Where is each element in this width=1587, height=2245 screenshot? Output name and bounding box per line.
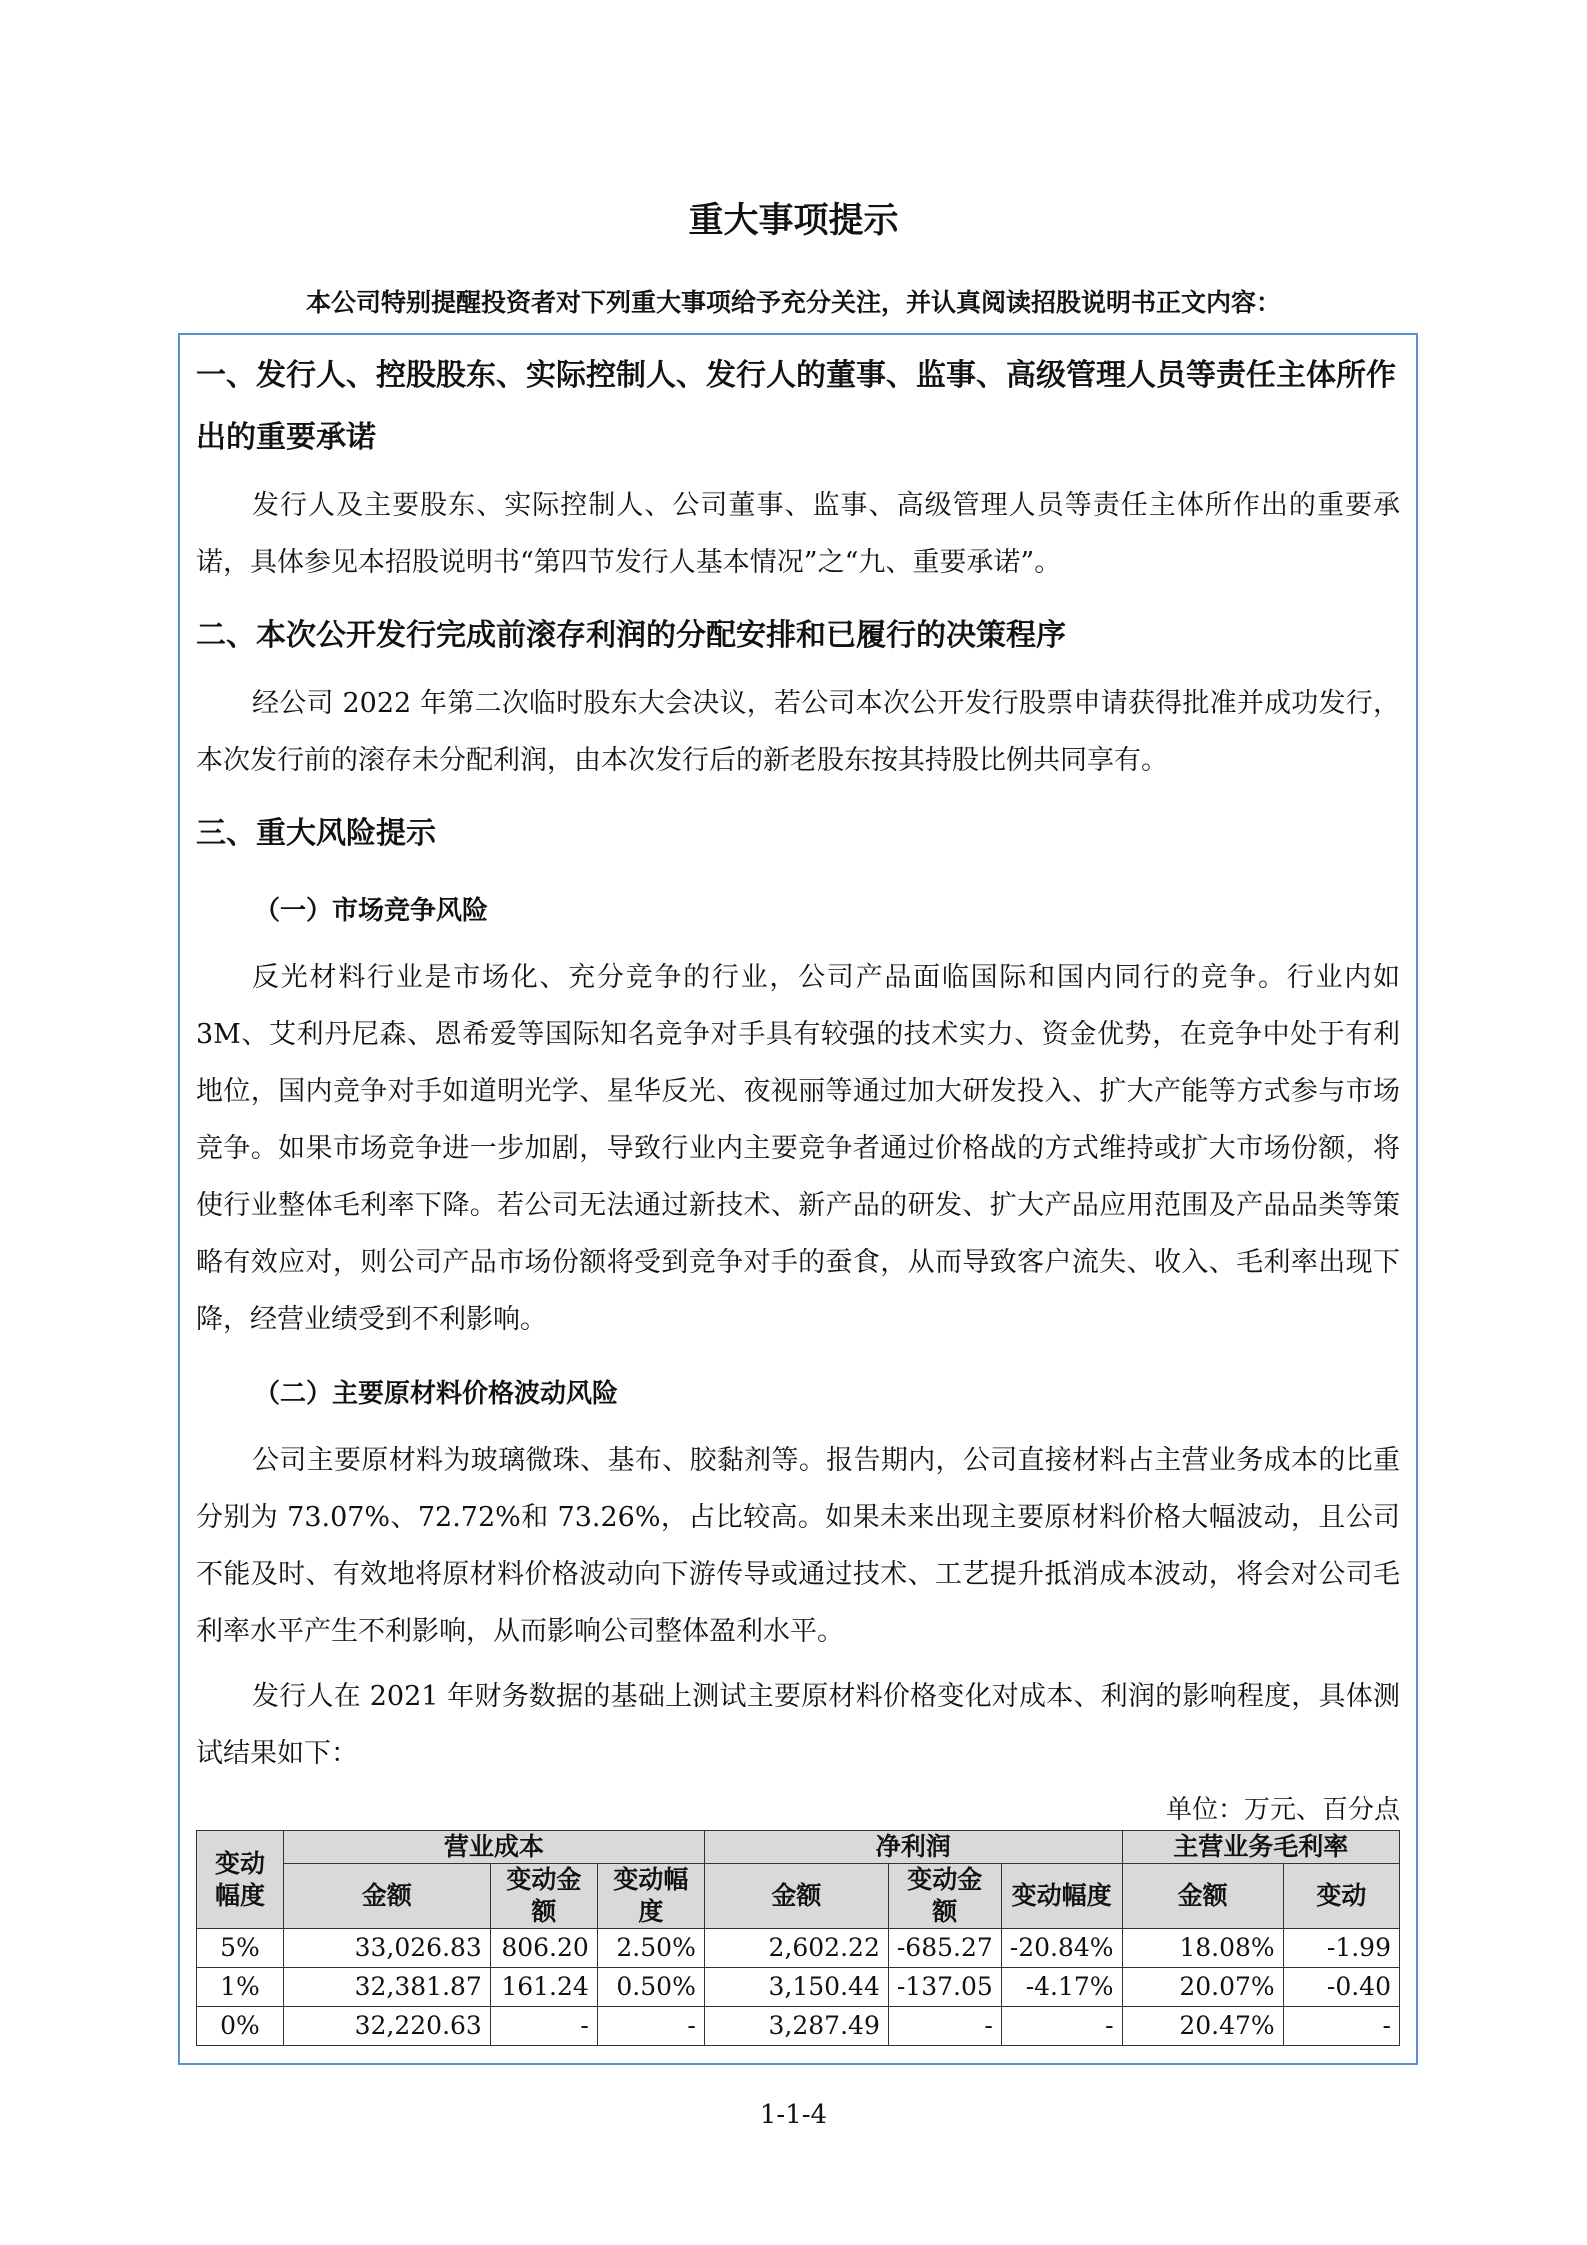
subheader-change-amount: 变动金额 — [888, 1864, 1001, 1929]
cell-cost: 33,026.83 — [284, 1929, 491, 1968]
section2-paragraph: 经公司 2022 年第二次临时股东大会决议，若公司本次公开发行股票申请获得批准并成功发行，本次发行前的滚存未分配利润，由本次发行后的新老股东按其持股比例共同享有。 — [196, 688, 1400, 776]
cell-cost-pct: 0.50% — [597, 1968, 704, 2007]
subheader-change-amount: 变动金额 — [490, 1864, 597, 1929]
cell-profit: 3,287.49 — [704, 2007, 888, 2046]
cell-profit-pct: -20.84% — [1001, 1929, 1122, 1968]
cell-rate: 0% — [197, 2007, 284, 2046]
cell-margin: 20.47% — [1122, 2007, 1283, 2046]
cell-margin: 20.07% — [1122, 1968, 1283, 2007]
cell-margin-change: - — [1283, 2007, 1399, 2046]
notice-text: 本公司特别提醒投资者对下列重大事项给予充分关注，并认真阅读招股说明书正文内容： — [305, 288, 1281, 317]
header-operating-cost: 营业成本 — [284, 1831, 705, 1864]
cell-rate: 1% — [197, 1968, 284, 2007]
subsection1-paragraph: 反光材料行业是市场化、充分竞争的行业，公司产品面临国际和国内同行的竞争。行业内如3M、艾利丹尼森、恩希爱等国际知名竞争对手具有较强的技术实力、资金优势，在竞争中处于有利地位，国内竞争对手如道明光学、星华反光、夜视丽等通过加大研发投入、扩大产能等方式参与市场竞争。如果市场竞争进一步加剧，导致行业内主要竞争者通过价格战的方式维持或扩大市场份额，将使行业整体毛利率下降。若公司无法通过新技术、新产品的研发、扩大产品应用范围及产品品类等策略有效应对，则公司产品市场份额将受到竞争对手的蚕食，从而导致客户流失、收入、毛利率出现下降，经营业绩受到不利影响。 — [196, 962, 1400, 1335]
cell-margin-change: -0.40 — [1283, 1968, 1399, 2007]
subsection2-heading: （二）主要原材料价格波动风险 — [254, 1379, 619, 1409]
cell-profit-pct: - — [1001, 2007, 1122, 2046]
subheader-change-rate: 变动幅度 — [597, 1864, 704, 1929]
cell-cost-pct: 2.50% — [597, 1929, 704, 1968]
cell-cost-change: - — [490, 2007, 597, 2046]
sensitivity-table — [196, 1830, 1400, 2046]
subheader-change-rate: 变动幅度 — [1001, 1864, 1122, 1929]
cell-profit: 3,150.44 — [704, 1968, 888, 2007]
section3-heading: 三、重大风险提示 — [196, 816, 436, 851]
table-row — [197, 2007, 1400, 2046]
cell-profit-change: -685.27 — [888, 1929, 1001, 1968]
content-frame — [178, 333, 1418, 2065]
section1-paragraph: 发行人及主要股东、实际控制人、公司董事、监事、高级管理人员等责任主体所作出的重要承诺，具体参见本招股说明书“第四节发行人基本情况”之“九、重要承诺”。 — [196, 490, 1400, 578]
table-unit: 单位：万元、百分点 — [1165, 1795, 1400, 1825]
cell-profit-change: -137.05 — [888, 1968, 1001, 2007]
table-row — [197, 1968, 1400, 2007]
cell-rate: 5% — [197, 1929, 284, 1968]
section1-heading: 一、发行人、控股股东、实际控制人、发行人的董事、监事、高级管理人员等责任主体所作出的重要承诺 — [196, 358, 1396, 455]
cell-cost-change: 161.24 — [490, 1968, 597, 2007]
page-number: 1-1-4 — [759, 2100, 828, 2130]
cell-profit: 2,602.22 — [704, 1929, 888, 1968]
cell-profit-change: - — [888, 2007, 1001, 2046]
cell-cost-change: 806.20 — [490, 1929, 597, 1968]
subheader-change: 变动 — [1283, 1864, 1399, 1929]
cell-margin: 18.08% — [1122, 1929, 1283, 1968]
subheader-amount: 金额 — [284, 1864, 491, 1929]
section2-heading: 二、本次公开发行完成前滚存利润的分配安排和已履行的决策程序 — [196, 618, 1066, 653]
page-title: 重大事项提示 — [688, 201, 899, 241]
subheader-amount: 金额 — [704, 1864, 888, 1929]
subsection2-paragraph1: 公司主要原材料为玻璃微珠、基布、胶黏剂等。报告期内，公司直接材料占主营业务成本的比重分别为 73.07%、72.72%和 73.26%，占比较高。如果未来出现主要原材料价格大幅波动，且公司不能及时、有效地将原材料价格波动向下游传导或通过技术、工艺提升抵消成本波动，将会对公司毛利率水平产生不利影响，从而影响公司整体盈利水平。 — [196, 1445, 1400, 1647]
header-net-profit: 净利润 — [704, 1831, 1122, 1864]
header-gross-margin: 主营业务毛利率 — [1122, 1831, 1399, 1864]
cell-cost-pct: - — [597, 2007, 704, 2046]
subsection2-paragraph2: 发行人在 2021 年财务数据的基础上测试主要原材料价格变化对成本、利润的影响程度，具体测试结果如下： — [196, 1681, 1400, 1769]
cell-profit-pct: -4.17% — [1001, 1968, 1122, 2007]
cell-margin-change: -1.99 — [1283, 1929, 1399, 1968]
subsection1-heading: （一）市场竞争风险 — [254, 896, 489, 926]
cell-cost: 32,220.63 — [284, 2007, 491, 2046]
header-change-rate: 变动幅度 — [197, 1831, 284, 1929]
table-row — [197, 1929, 1400, 1968]
subheader-amount: 金额 — [1122, 1864, 1283, 1929]
cell-cost: 32,381.87 — [284, 1968, 491, 2007]
